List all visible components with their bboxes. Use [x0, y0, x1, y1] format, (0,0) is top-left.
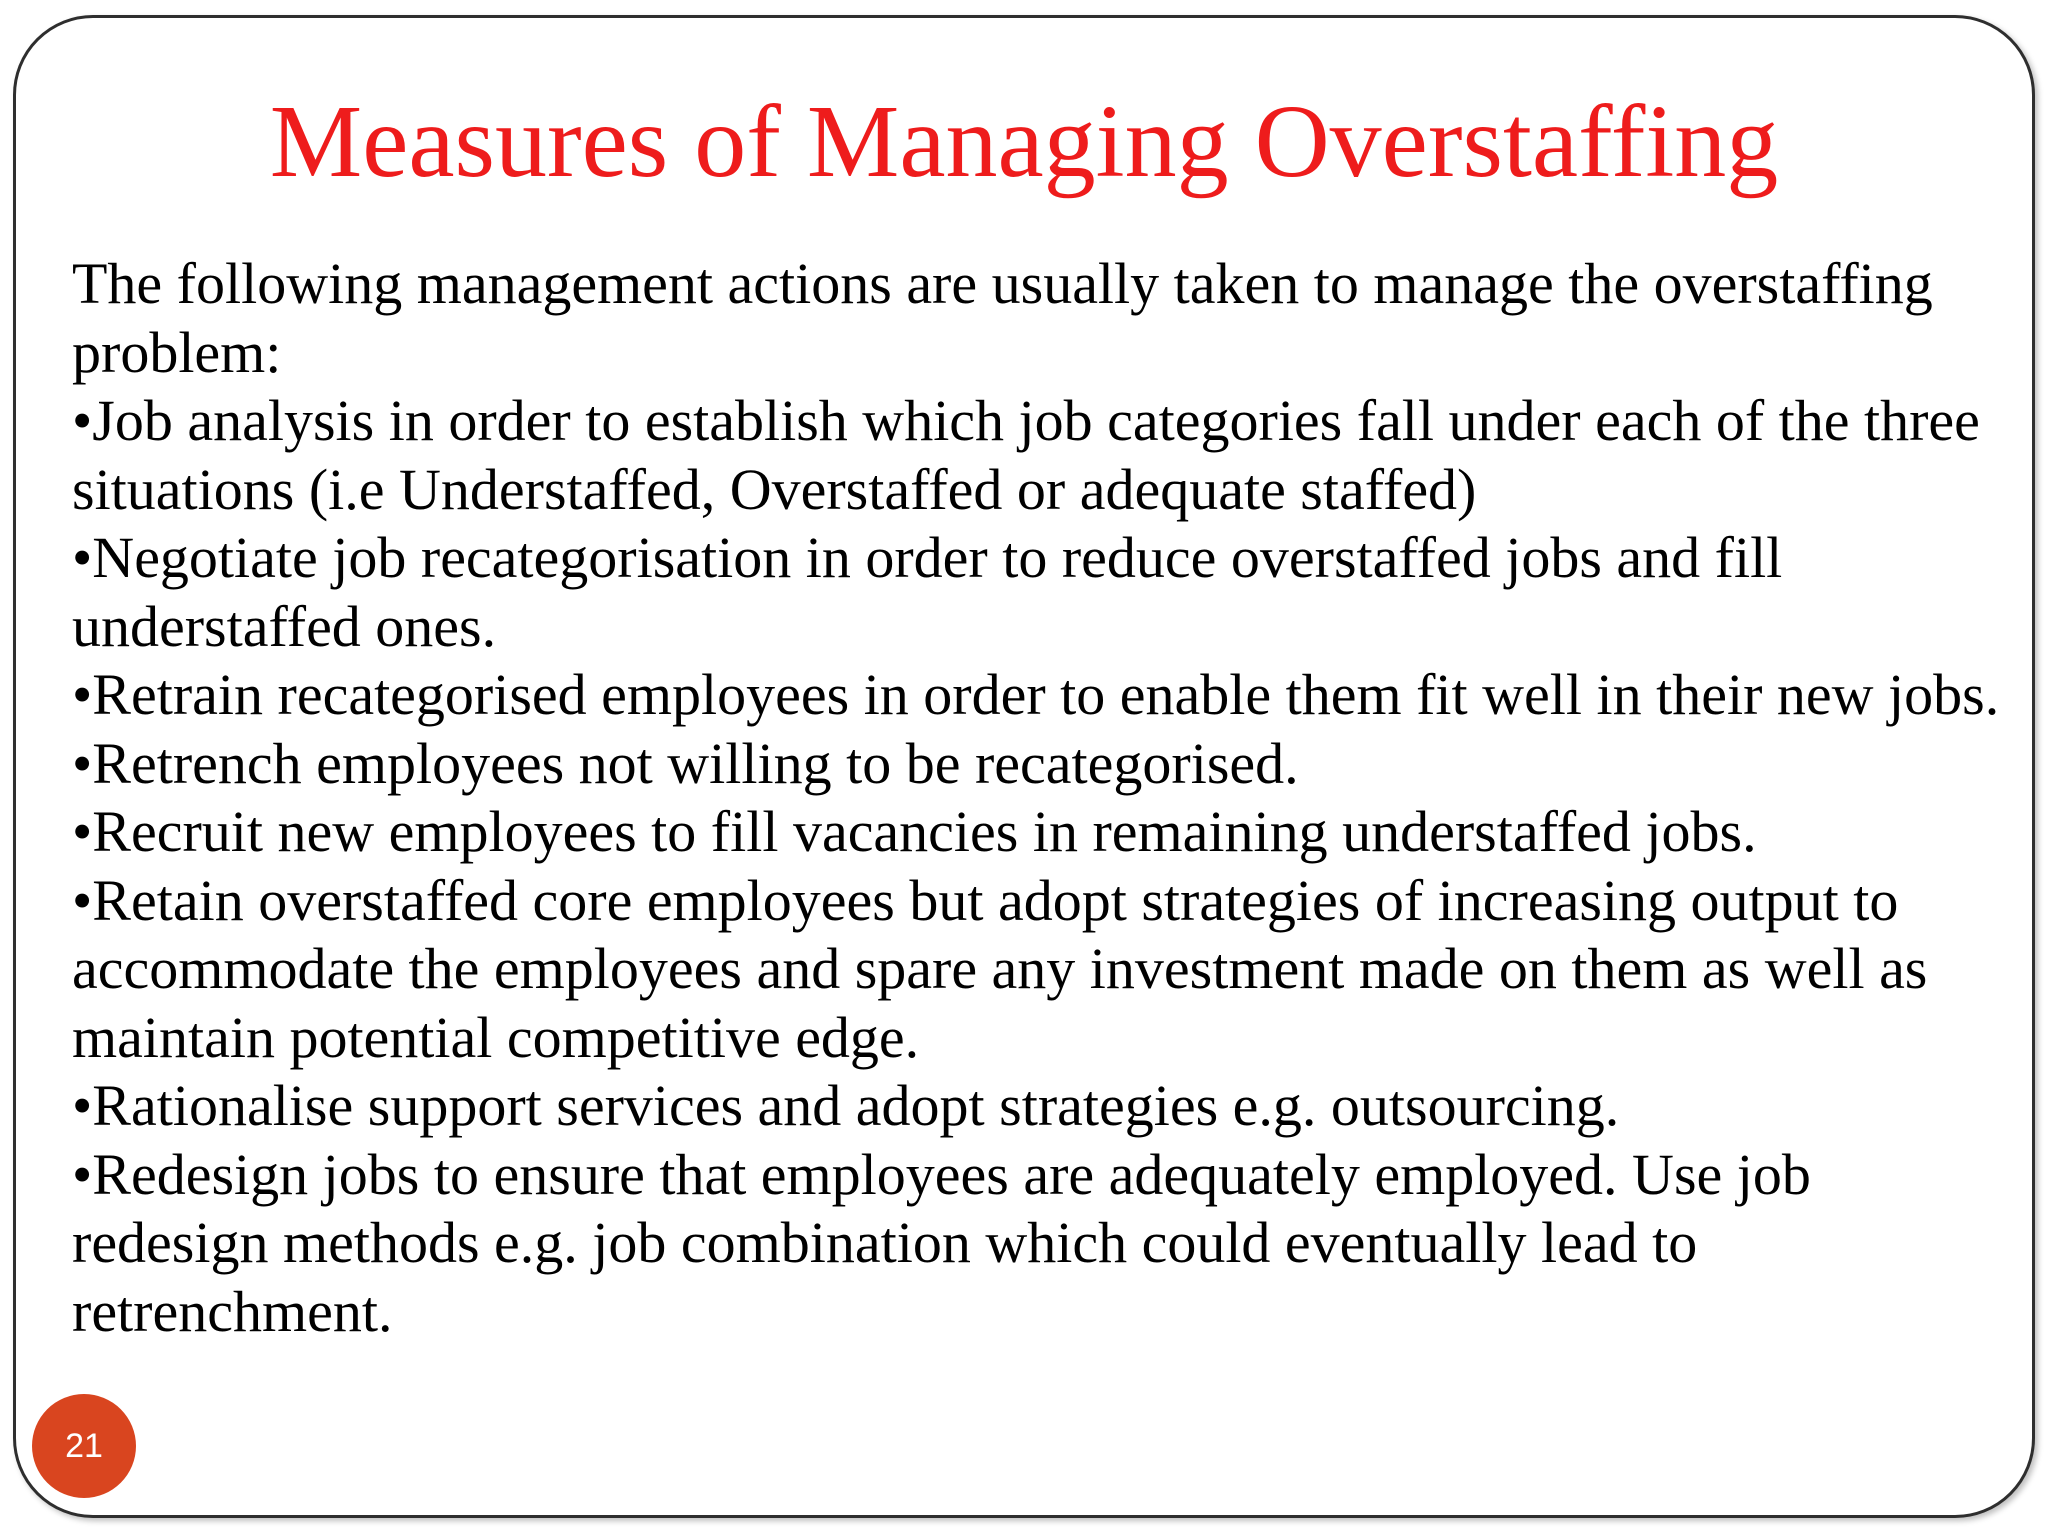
slide-body — [72, 250, 2002, 1346]
bullet-item: •Recruit new employees to fill vacancies in remaining understaffed jobs. — [72, 799, 1757, 864]
bullet-item: •Retrench employees not willing to be recategorised. — [72, 730, 1299, 796]
intro-text: The following management actions are usually taken to manage the overstaffing problem: — [72, 251, 1933, 385]
slide-number-badge: 21 — [32, 1394, 136, 1498]
bullet-item: •Redesign jobs to ensure that employees are adequately employed. Use job redesign methods e.g. job combination which could eventually lead to retrenchment. — [72, 1141, 1811, 1344]
bullet-item: •Job analysis in order to establish which job categories fall under each of the three situations (i.e Understaffed, Overstaffed or adequate staffed) — [72, 388, 1980, 522]
bullet-item: •Rationalise support services and adopt strategies e.g. outsourcing. — [72, 1073, 1620, 1138]
slide-title: Measures of Managing Overstaffing — [269, 84, 1779, 199]
bullet-item: •Negotiate job recategorisation in order to reduce overstaffed jobs and fill understaffed ones. — [72, 525, 1783, 659]
bullet-item: •Retrain recategorised employees in order to enable them fit well in their new jobs. — [72, 662, 2000, 727]
bullet-item: •Retain overstaffed core employees but adopt strategies of increasing output to accommodate the employees and spare any investment made on them as well as maintain potential competitive edge. — [72, 867, 1928, 1070]
